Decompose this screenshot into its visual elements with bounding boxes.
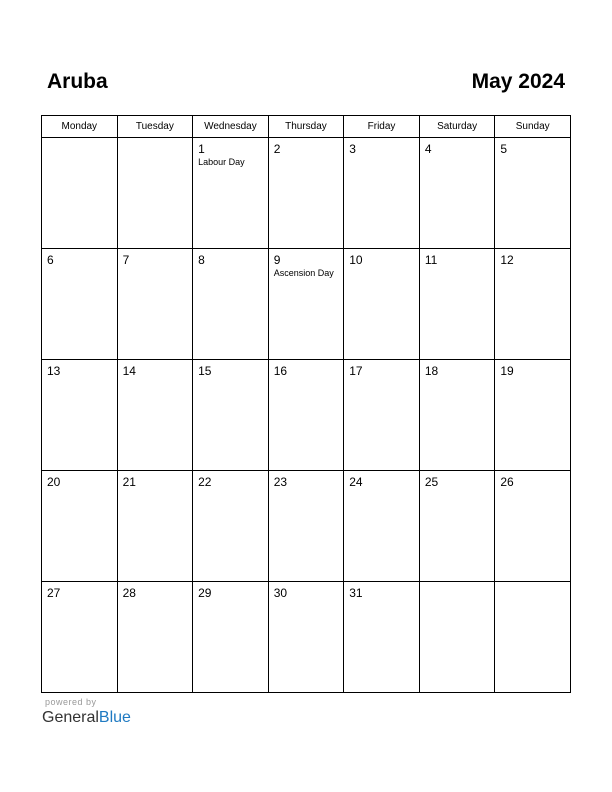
day-number: 22 <box>198 475 212 489</box>
day-cell <box>344 249 420 360</box>
day-cell <box>42 582 118 693</box>
day-number: 4 <box>424 142 432 156</box>
week-row <box>42 582 571 693</box>
day-cell <box>344 360 420 471</box>
day-number: 18 <box>424 364 439 378</box>
week-row <box>42 471 571 582</box>
day-cell <box>42 138 118 249</box>
day-number: 31 <box>349 586 363 600</box>
day-cell <box>42 360 118 471</box>
day-number: 28 <box>122 586 136 600</box>
day-cell <box>419 249 495 360</box>
calendar-grid <box>41 115 571 693</box>
day-number: 29 <box>198 586 212 600</box>
day-cell <box>193 582 269 693</box>
day-cell <box>117 471 193 582</box>
day-cell <box>344 582 420 693</box>
day-cell <box>42 471 118 582</box>
weekday-header: Saturday <box>419 116 495 138</box>
day-cell <box>193 471 269 582</box>
day-cell <box>117 360 193 471</box>
day-cell <box>268 138 344 249</box>
day-number: 20 <box>47 475 61 489</box>
day-number: 13 <box>47 364 61 378</box>
day-cell <box>495 471 571 582</box>
day-number: 3 <box>349 142 356 156</box>
country-title: Aruba <box>47 70 108 93</box>
day-number: 8 <box>198 253 205 267</box>
day-cell <box>419 138 495 249</box>
day-cell <box>193 249 269 360</box>
weekday-header-row <box>42 116 571 138</box>
day-number: 15 <box>198 364 212 378</box>
brand-general-text: General <box>42 709 99 726</box>
day-cell <box>495 138 571 249</box>
holiday-label: Ascension Day <box>273 268 334 278</box>
day-cell <box>268 360 344 471</box>
day-cell <box>419 471 495 582</box>
day-cell <box>42 249 118 360</box>
day-cell <box>419 582 495 693</box>
weekday-header: Wednesday <box>193 116 269 138</box>
day-number: 19 <box>500 364 514 378</box>
holiday-label: Labour Day <box>198 157 245 167</box>
day-number: 16 <box>273 364 288 378</box>
day-cell <box>193 138 269 249</box>
day-number: 23 <box>273 475 288 489</box>
day-cell <box>419 360 495 471</box>
weekday-header: Friday <box>344 116 420 138</box>
day-cell <box>495 360 571 471</box>
day-number: 17 <box>349 364 363 378</box>
day-cell <box>193 360 269 471</box>
day-number: 9 <box>273 253 281 267</box>
day-number: 11 <box>424 253 438 267</box>
day-number: 6 <box>47 253 54 267</box>
day-number: 7 <box>122 253 130 267</box>
day-cell <box>268 582 344 693</box>
day-cell <box>268 471 344 582</box>
day-number: 14 <box>122 364 136 378</box>
brand-logo[interactable] <box>42 709 131 727</box>
week-row <box>42 138 571 249</box>
day-number: 25 <box>424 475 439 489</box>
day-number: 26 <box>500 475 514 489</box>
day-cell <box>117 249 193 360</box>
brand-blue-text: Blue <box>98 709 131 726</box>
day-number: 24 <box>349 475 363 489</box>
day-cell <box>117 138 193 249</box>
day-cell <box>495 249 571 360</box>
week-row <box>42 360 571 471</box>
day-number: 12 <box>500 253 514 267</box>
day-number: 21 <box>122 475 136 489</box>
day-cell <box>495 582 571 693</box>
weekday-header: Thursday <box>268 116 344 138</box>
weekday-header: Sunday <box>495 116 571 138</box>
week-row <box>42 249 571 360</box>
day-cell <box>117 582 193 693</box>
day-cell <box>344 471 420 582</box>
day-cell <box>268 249 344 360</box>
month-year-title: May 2024 <box>471 70 565 93</box>
powered-by-label: powered by <box>45 697 97 707</box>
day-number: 5 <box>500 142 508 156</box>
day-number: 27 <box>47 586 61 600</box>
weekday-header: Tuesday <box>117 116 193 138</box>
day-number: 10 <box>349 253 363 267</box>
day-number: 30 <box>273 586 288 600</box>
weekday-header: Monday <box>42 116 118 138</box>
day-number: 2 <box>273 142 281 156</box>
day-cell <box>344 138 420 249</box>
day-number: 1 <box>198 142 205 156</box>
